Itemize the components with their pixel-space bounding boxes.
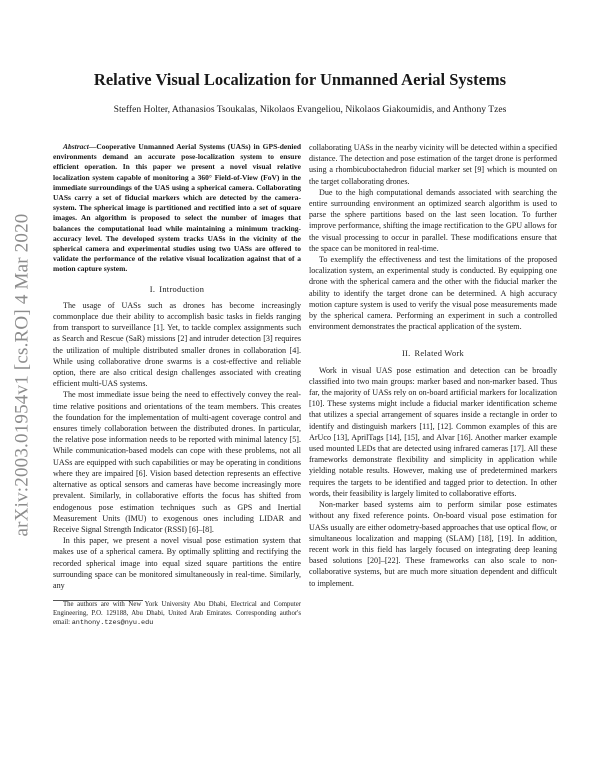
affiliation-footnote — [53, 601, 301, 627]
paragraph: The usage of UASs such as drones has become increasingly commonplace due their ability to accomplish basic tasks in fields ranging from transport to surveillance [1]. Yet, to tackle complex assignments such as Search and Rescue (SaR) missions [2] and intruder detection [3] requires the utilization of multiple distributed smaller drones in collaboration [4]. While using collaborative drone swarms is a cost-effective and reliable option, there are also critical design challenges associated with creating efficient multi-UAS systems. — [53, 300, 301, 389]
section-number: II. — [401, 349, 411, 359]
paragraph: In this paper, we present a novel visual pose estimation system that makes use of a spherical camera. By optimally splitting and rectifying the recorded spherical image into equal sized square partitions the entire surrounding space can be monitored simultaneously in real-time. Similarly, any — [53, 536, 301, 590]
abstract-label: Abstract — [63, 142, 89, 151]
footnote-text: The authors are with New York University Abu Dhabi, Electrical and Computer Engineering, P.O. 129188, Abu Dhabi, United Arab Emirates. Corresponding author's email: — [53, 601, 301, 626]
section-heading-introduction — [53, 284, 301, 295]
section-heading-related-work — [309, 348, 557, 359]
corresponding-email: anthony.tzes@nyu.edu — [71, 618, 154, 627]
left-column — [53, 142, 301, 628]
paper-title: Relative Visual Localization for Unmanned Aerial Systems — [93, 70, 507, 89]
paragraph: The most immediate issue being the need to effectively convey the real-time relative positions and orientations of the team members. This creates the foundation for the implementation of multi-agent coverage control and ensures timely collaboration between the distributed drones. In particular, the relative pose information needs to be reported with minimal latency [5]. While communication-based models can cope with these problems, not all UASs are equipped with such capabilities or may be operating in conditions where they are impaired [6]. Vision based detection represents an effective alternative as optical sensors and cameras have become increasingly more prevalent. Similarly, in collaborative efforts the focus has shifted from endogenous pose estimation techniques such as GPS and Inertial Measurement Units (IMU) to exogenous ones including LIDAR and Receive Signal Strength Indicator (RSSI) [6]–[8]. — [53, 390, 301, 534]
paragraph: Work in visual UAS pose estimation and detection can be broadly classified into two main groups: marker based and non-marker based. Thus far, the majority of UASs rely on on-board artificial markers for localization [10]. These systems might include a fiducial marker identification scheme that utilizes a special arrangement of squares inside a rectangle in order to identify and distinguish markers [11], [12]. Common examples of this are ArUco [13], AprilTags [14], [15], and Alvar [16]. Another marker example used mounted LEDs that are detected using infrared cameras [17]. All these frameworks demonstrate flexibility and simplicity in application while yielding notable results. However, making use of predetermined markers requires the targets to be identified and tagged prior to detection. In other words, their feasibility is largely limited to collaborative efforts. — [309, 365, 557, 498]
section-number: I. — [149, 284, 156, 294]
paragraph: Non-marker based systems aim to perform similar pose estimates without any fixed reference points. On-board visual pose estimation for UASs usually are either odometry-based approaches that use optical flow, or simultaneous localization and mapping (SLAM) [18], [19]. In addition, recent work in this field has largely focused on integrating deep leaning based solutions [20]–[22]. These frameworks can also scale to non-collaborative systems, but are much more situation dependent and difficult to implement. — [309, 500, 557, 588]
paragraph: Due to the high computational demands associated with searching the entire surrounding environment an optimized search algorithm is used to parse the sphere partitions based on the last seen location. To further improve performance, shifting the image rectification to the GPU allows for the visual processing to occur in parallel. These modifications ensure that the space can be monitored in real-time. — [309, 187, 557, 253]
author-list: Steffen Holter, Athanasios Tsoukalas, Nikolaos Evangeliou, Nikolaos Giakoumidis, and Anthony Tzes — [113, 104, 507, 115]
abstract-body: —Cooperative Unmanned Aerial Systems (UASs) in GPS-denied environments demand an accurate pose-localization system to ensure efficient operation. In this paper we present a novel visual relative localization system capable of monitoring a 360° Field-of-View (FoV) in the immediate surroundings of the UAS using a spherical camera. Collaborating UASs carry a set of fiducial markers which are detected by the camera-system. The spherical image is partitioned and rectified into a set of square images. An algorithm is proposed to select the number of images that balances the computational load while maintaining a minimum tracking-accuracy level. The developed system tracks UASs in the vicinity of the spherical camera and experimental studies using two UASs are offered to validate the performance of the relative visual localization against that of a motion capture system. — [53, 142, 301, 274]
arxiv-identifier-stamp — [10, 180, 34, 570]
paragraph: collaborating UASs in the nearby vicinity will be detected within a specified distance. The detection and pose estimation of the target drone is performed using a rhombicuboctahedron fiducial marker set [9] which is mounted on the target collaborating drones. — [309, 143, 557, 186]
section-title: Related Work — [414, 349, 465, 359]
section-title: Introduction — [159, 284, 205, 294]
paragraph: To exemplify the effectiveness and test the limitations of the proposed localization system, an experimental study is conducted. By equipping one drone with the spherical camera and the other with the fiducial marker the ability to identify the target drone can be determined. A high accuracy motion capture system is used to verify the visual pose measurements made by the spherical camera. Performing an experiment in such a controlled environment demonstrates the practical application of the system. — [309, 255, 557, 332]
right-column — [309, 142, 557, 589]
abstract — [53, 142, 301, 275]
arxiv-identifier-text: arXiv:2003.01954v1 [cs.RO] 4 Mar 2020 — [11, 213, 32, 537]
